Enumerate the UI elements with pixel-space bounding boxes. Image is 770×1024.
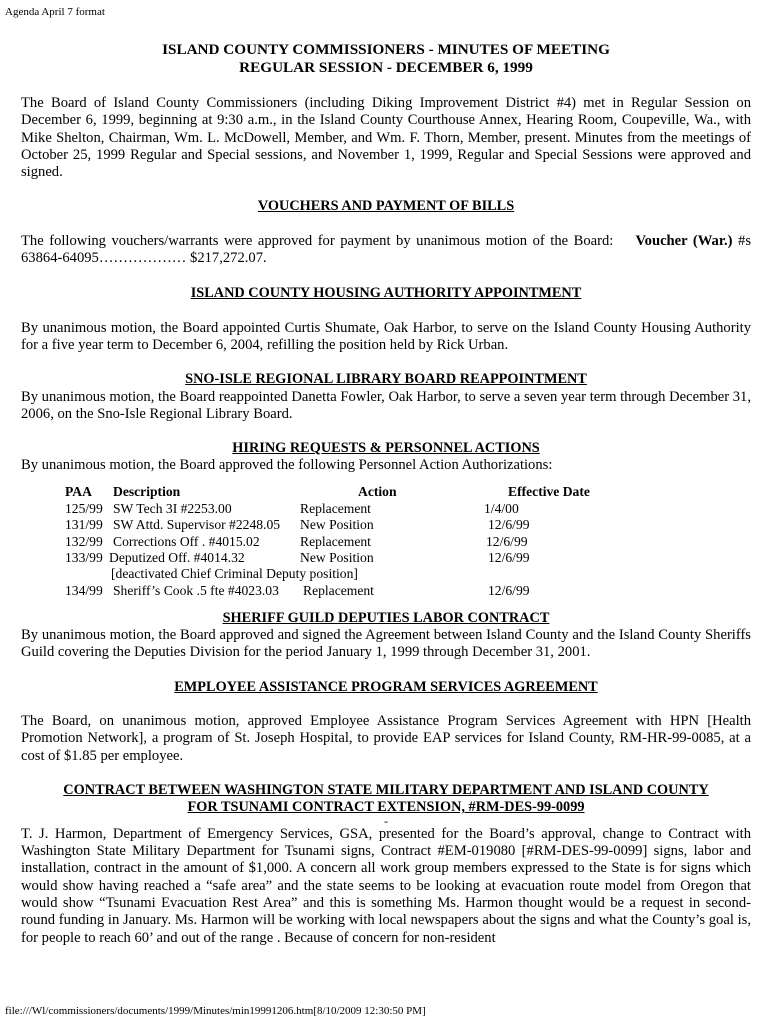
intro-paragraph: The Board of Island County Commissioners (including Diking Improvement District #4) met in Regular Session on December 6, 1999, beginning at 9:30 a.m., in the Island County Courthouse Annex, Hearing Room, Coupeville, Wa., with Mike Shelton, Chairman, Wm. L. McDowell, Member, and Wm. F. Thorn, Member, present. Minutes from the meetings of October 25, 1999 Regular and Special sessions, and November 1, 1999, Regular and Special Sessions were approved and signed.	[21, 95, 751, 181]
vouchers-text: The following vouchers/warrants were approved for payment by unanimous motion of the Board:	[21, 232, 614, 249]
description-cell: Sheriff’s Cook .5 fte #4023.03	[113, 582, 279, 598]
date-cell: 12/6/99	[488, 516, 530, 532]
action-cell: New Position	[300, 516, 374, 532]
document-subtitle: REGULAR SESSION - DECEMBER 6, 1999	[239, 59, 533, 76]
library-heading: SNO-ISLE REGIONAL LIBRARY BOARD REAPPOINTMENT	[185, 371, 587, 388]
tsunami-dash: -	[384, 813, 388, 828]
vouchers-heading: VOUCHERS AND PAYMENT OF BILLS	[257, 198, 515, 215]
paa-cell: 134/99	[65, 582, 103, 598]
description-cell: Deputized Off. #4014.32	[109, 549, 245, 565]
paa-note: [deactivated Chief Criminal Deputy position]	[111, 565, 358, 581]
description-cell: Corrections Off . #4015.02	[113, 533, 260, 549]
action-cell: Replacement	[300, 500, 371, 516]
eap-heading: EMPLOYEE ASSISTANCE PROGRAM SERVICES AGREEMENT	[174, 678, 598, 695]
action-column-header: Action	[358, 483, 397, 499]
sheriff-heading: SHERIFF GUILD DEPUTIES LABOR CONTRACT	[222, 609, 550, 626]
vouchers-amount: #s 63864-64095……………… $217,272.07.	[21, 232, 751, 267]
description-cell: SW Attd. Supervisor #2248.05	[113, 516, 281, 532]
action-cell: Replacement	[300, 533, 371, 549]
paa-column-header: PAA	[65, 483, 92, 499]
description-cell: SW Tech 3I #2253.00	[113, 500, 232, 516]
paa-table	[21, 483, 751, 598]
tsunami-paragraph: T. J. Harmon, Department of Emergency Services, GSA, presented for the Board’s approval, change to Contract with Washington State Military Department for Tsunami signs, Contract #EM-019080 [#RM-DES-99-0099] signs, labor and installation, contract in the amount of $1,000. A concern all work group members expressed to the State is for signs which would show having reached a “safe area” and the state seems to be looking at evacuation route model from Oregon that would show “Tsunami Evacuation Rest Area” and this is something Ms. Harmon thought would be a request in second-round funding in January. Ms. Harmon will be working with local newspapers about the signs and what the County’s goal is, for people to reach 60’ and out of the range . Because of concern for non-resident	[21, 825, 751, 946]
housing-heading: ISLAND COUNTY HOUSING AUTHORITY APPOINTMENT	[190, 285, 582, 302]
paa-cell: 132/99	[65, 533, 103, 549]
paa-cell: 133/99	[65, 549, 103, 565]
library-paragraph: By unanimous motion, the Board reappointed Danetta Fowler, Oak Harbor, to serve a seven year term through December 31, 2006, on the Sno-Isle Regional Library Board.	[21, 388, 751, 422]
date-cell: 12/6/99	[488, 582, 530, 598]
vouchers-bold-label: Voucher (War.)	[635, 232, 733, 249]
vouchers-paragraph	[21, 233, 751, 268]
description-column-header: Description	[113, 483, 181, 499]
page-footer-url: file:///Wl/commissioners/documents/1999/Minutes/min19991206.htm[8/10/2009 12:30:50 PM]	[5, 1005, 426, 1017]
housing-paragraph: By unanimous motion, the Board appointed Curtis Shumate, Oak Harbor, to serve on the Island County Housing Authority for a five year term to December 6, 2004, refilling the position held by Rick Urban.	[21, 319, 751, 353]
date-cell: 12/6/99	[488, 549, 530, 565]
tsunami-heading: CONTRACT BETWEEN WASHINGTON STATE MILITARY DEPARTMENT AND ISLAND COUNTY	[63, 781, 709, 798]
page-header: Agenda April 7 format	[5, 6, 105, 18]
action-cell: New Position	[300, 549, 374, 565]
paa-cell: 131/99	[65, 516, 103, 532]
minutes-document	[21, 41, 751, 947]
tsunami-subheading: FOR TSUNAMI CONTRACT EXTENSION, #RM-DES-99-0099	[187, 799, 585, 816]
hiring-paragraph: By unanimous motion, the Board approved the following Personnel Action Authorizations:	[21, 457, 553, 474]
paa-cell: 125/99	[65, 500, 103, 516]
action-cell: Replacement	[303, 582, 374, 598]
hiring-heading: HIRING REQUESTS & PERSONNEL ACTIONS	[232, 440, 540, 457]
sheriff-paragraph: By unanimous motion, the Board approved and signed the Agreement between Island County and the Island County Sheriffs Guild covering the Deputies Division for the period January 1, 1999 through December 31, 2001.	[21, 627, 751, 661]
eap-paragraph: The Board, on unanimous motion, approved Employee Assistance Program Services Agreement with HPN [Health Promotion Network], a program of St. Joseph Hospital, to provide EAP services for Island County, RM-HR-99-0085, at a cost of $1.85 per employee.	[21, 712, 751, 764]
date-cell: 1/4/00	[484, 500, 519, 516]
effective-date-column-header: Effective Date	[508, 483, 590, 499]
document-title: ISLAND COUNTY COMMISSIONERS - MINUTES OF MEETING	[162, 41, 610, 58]
date-cell: 12/6/99	[486, 533, 528, 549]
